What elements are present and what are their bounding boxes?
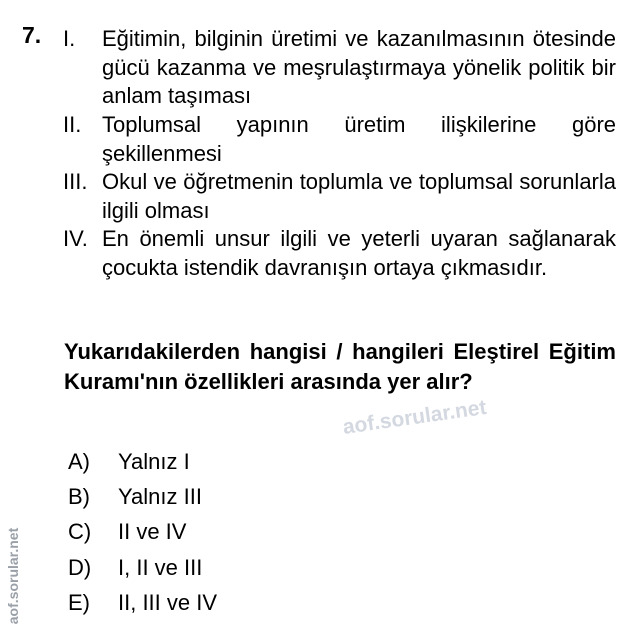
option-letter: D) [68, 555, 92, 580]
statement-4 [63, 225, 616, 282]
statement-numeral: III. [63, 169, 88, 194]
statement-2 [63, 111, 616, 168]
question-text: Yukarıdakilerden hangisi / hangileri Eleştirel Eğitim Kuramı'nın özellikleri arasında yer alır? [64, 339, 616, 394]
statement-text: Eğitimin, bilginin üretimi ve kazanılmasının ötesinde gücü kazanma ve meşrulaştırmaya yönelik politik bir anlam taşıması [102, 26, 616, 109]
option-letter: C) [68, 519, 92, 544]
statement-3 [63, 168, 616, 225]
statement-text: Okul ve öğretmenin toplumla ve toplumsal sorunlarla ilgili olması [102, 169, 616, 223]
option-letter: A) [68, 449, 90, 474]
statement-1 [63, 25, 616, 111]
watermark: aof.sorular.net [341, 395, 488, 439]
side-watermark: aof.sorular.net [5, 527, 21, 625]
option-text: II ve IV [118, 519, 187, 544]
statement-numeral: II. [63, 112, 82, 137]
statement-text: Toplumsal yapının üretim ilişkilerine göre şekillenmesi [102, 112, 616, 166]
statement-numeral: I. [63, 26, 76, 51]
option-letter: B) [68, 484, 90, 509]
option-text: I, II ve III [118, 555, 203, 580]
option-text: II, III ve IV [118, 590, 218, 615]
option-text: Yalnız I [118, 449, 190, 474]
statement-text: En önemli unsur ilgili ve yeterli uyaran sağlanarak çocukta istendik davranışın ortaya çıkmasıdır. [102, 226, 616, 280]
option-letter: E) [68, 590, 90, 615]
question-number: 7. [22, 22, 42, 48]
statement-numeral: IV. [63, 226, 88, 251]
option-text: Yalnız III [118, 484, 202, 509]
